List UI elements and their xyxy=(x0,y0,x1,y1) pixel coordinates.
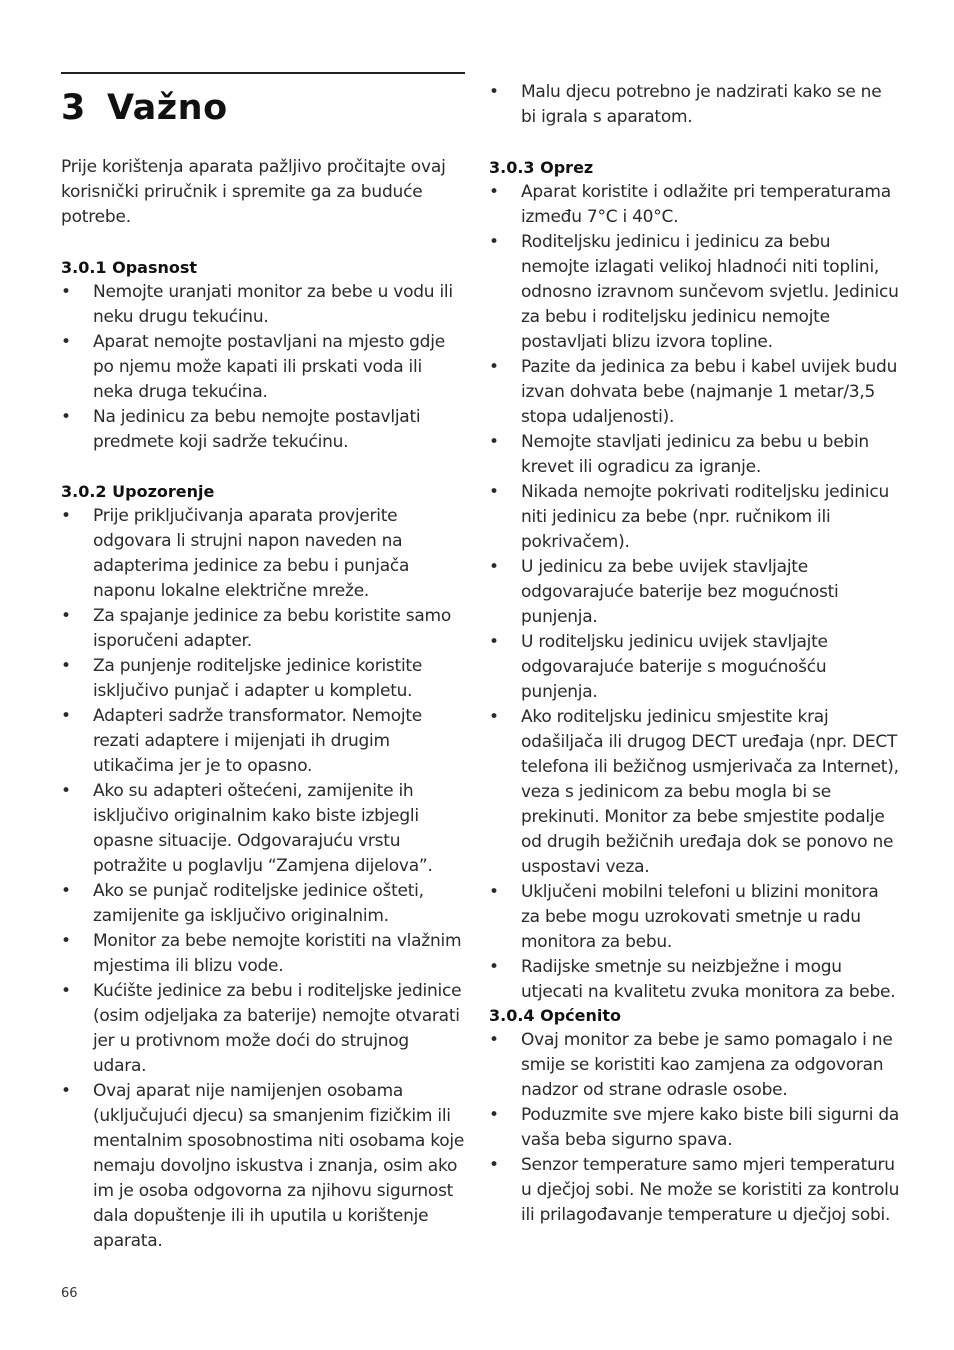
list-item: • U jedinicu za bebe uvijek stavljajte odgovarajuće baterije bez mogućnosti punjenja. xyxy=(489,557,839,627)
list-item: • Ovaj monitor za bebe je samo pomagalo i ne smije se koristiti kao zamjena za odgovoran nadzor od strane odrasle osobe. xyxy=(489,1030,893,1100)
list-item: • Za spajanje jedinice za bebu koristite samo isporučeni adapter. xyxy=(61,606,452,651)
section-opasnost xyxy=(61,255,467,455)
section-heading: 3.0.2 Upozorenje xyxy=(61,482,215,501)
section-heading: 3.0.4 Općenito xyxy=(489,1006,622,1025)
bullet: • xyxy=(61,332,71,352)
bullet: • xyxy=(61,407,71,427)
list-item: • Malu djecu potrebno je nadzirati kako se ne bi igrala s aparatom. xyxy=(489,82,882,127)
list-item: • Senzor temperature samo mjeri temperaturu u dječjoj sobi. Ne može se koristiti za kontrolu ili prilagođavanje temperature u dječjoj sobi. xyxy=(489,1155,900,1225)
title-rule xyxy=(61,72,465,74)
section-heading: 3.0.3 Oprez xyxy=(489,158,594,177)
list-item: • Na jedinicu za bebu nemojte postavljati predmete koji sadrže tekućinu. xyxy=(61,407,421,452)
bullet: • xyxy=(489,1030,499,1050)
list-item: • Monitor za bebe nemojte koristiti na vlažnim mjestima ili blizu vode. xyxy=(61,931,462,976)
list-item: • Nemojte stavljati jedinicu za bebu u bebin krevet ili ogradicu za igranje. xyxy=(489,432,869,477)
bullet: • xyxy=(61,282,71,302)
list-item: • Nikada nemojte pokrivati roditeljsku jedinicu niti jedinicu za bebe (npr. ručnikom ili pokrivačem). xyxy=(489,482,890,552)
bullet: • xyxy=(489,957,499,977)
bullet: • xyxy=(489,232,499,252)
list-item: • Radijske smetnje su neizbježne i mogu utjecati na kvalitetu zvuka monitora za bebe. xyxy=(489,957,896,1002)
section-upozorenje-continued xyxy=(489,80,901,130)
bullet: • xyxy=(489,1105,499,1125)
list-item: • U roditeljsku jedinicu uvijek stavljajte odgovarajuće baterije s mogućnošću punjenja. xyxy=(489,632,828,702)
list-item: • Ako su adapteri oštećeni, zamijenite ih isključivo originalnim kako biste izbjegli opasne situacije. Odgovarajuću vrstu potražite u poglavlju “Zamjena dijelova”. xyxy=(61,781,433,876)
chapter-number: 3 xyxy=(61,88,86,128)
bullet: • xyxy=(489,182,499,202)
page-number: 66 xyxy=(61,1286,78,1301)
bullet: • xyxy=(489,557,499,577)
intro-paragraph: Prije korištenja aparata pažljivo pročitajte ovaj korisnički priručnik i spremite ga za buduće potrebe. xyxy=(61,157,446,227)
bullet: • xyxy=(489,632,499,652)
bullet: • xyxy=(61,606,71,626)
bullet: • xyxy=(489,882,499,902)
chapter-title-text: Važno xyxy=(107,88,228,128)
bullet: • xyxy=(61,656,71,676)
bullet: • xyxy=(489,357,499,377)
bullet: • xyxy=(489,707,499,727)
bullet: • xyxy=(61,931,71,951)
list-item: • Ovaj aparat nije namijenjen osobama (uključujući djecu) sa smanjenim fizičkim ili mentalnim sposobnostima niti osobama koje nemaju dovoljno iskustva i znanja, osim ako im je osoba odgovorna za njihovu sigurnost dala dopuštenje ili ih uputila u korištenje aparata. xyxy=(61,1081,465,1251)
list-item: • Nemojte uranjati monitor za bebe u vodu ili neku drugu tekućinu. xyxy=(61,282,453,327)
bullet: • xyxy=(489,432,499,452)
list-item: • Aparat nemojte postavljani na mjesto gdje po njemu može kapati ili prskati voda ili neka druga tekućina. xyxy=(61,332,445,402)
list-item: • Adapteri sadrže transformator. Nemojte rezati adaptere i mijenjati ih drugim utikačima jer je to opasno. xyxy=(61,706,422,776)
list-item: • Poduzmite sve mjere kako biste bili sigurni da vaša beba sigurno spava. xyxy=(489,1105,900,1150)
list-item: • Za punjenje roditeljske jedinice koristite isključivo punjač i adapter u kompletu. xyxy=(61,656,423,701)
section-heading: 3.0.1 Opasnost xyxy=(61,258,198,277)
bullet: • xyxy=(61,506,71,526)
bullet: • xyxy=(61,781,71,801)
section-opcenito xyxy=(489,1003,901,1228)
bullet: • xyxy=(489,82,499,102)
bullet: • xyxy=(489,1155,499,1175)
list-item: • Aparat koristite i odlažite pri temperaturama između 7°C i 40°C. xyxy=(489,182,891,227)
list-item: • Kućište jedinice za bebu i roditeljske jedinice (osim odjeljaka za baterije) nemojte otvarati jer u protivnom može doći do strujnog udara. xyxy=(61,981,462,1076)
section-upozorenje xyxy=(61,479,467,1254)
section-oprez xyxy=(489,155,901,1005)
bullet: • xyxy=(489,482,499,502)
bullet: • xyxy=(61,881,71,901)
bullet: • xyxy=(61,1081,71,1101)
list-item: • Roditeljsku jedinicu i jedinicu za bebu nemojte izlagati velikoj hladnoći niti toplini, odnosno izravnom sunčevom svjetlu. Jedinicu za bebu i roditeljsku jedinicu nemojte postavljati blizu izvora topline. xyxy=(489,232,899,352)
list-item: • Uključeni mobilni telefoni u blizini monitora za bebe mogu uzrokovati smetnje u radu monitora za bebu. xyxy=(489,882,879,952)
list-item: • Ako se punjač roditeljske jedinice ošteti, zamijenite ga isključivo originalnim. xyxy=(61,881,424,926)
list-item: • Ako roditeljsku jedinicu smjestite kraj odašiljača ili drugog DECT uređaja (npr. DECT telefona ili bežičnog usmjerivača za Internet), veza s jedinicom za bebu mogla bi se prekinuti. Monitor za bebe smjestite podalje od drugih bežičnih uređaja dok se ponovo ne uspostavi veza. xyxy=(489,707,899,877)
bullet: • xyxy=(61,981,71,1001)
chapter-title xyxy=(61,88,228,128)
list-item: • Prije priključivanja aparata provjerite odgovara li strujni napon naveden na adapterima jedinice za bebu i punjača naponu lokalne električne mreže. xyxy=(61,506,410,601)
list-item: • Pazite da jedinica za bebu i kabel uvijek budu izvan dohvata bebe (najmanje 1 metar/3,5 stopa udaljenosti). xyxy=(489,357,898,427)
bullet: • xyxy=(61,706,71,726)
